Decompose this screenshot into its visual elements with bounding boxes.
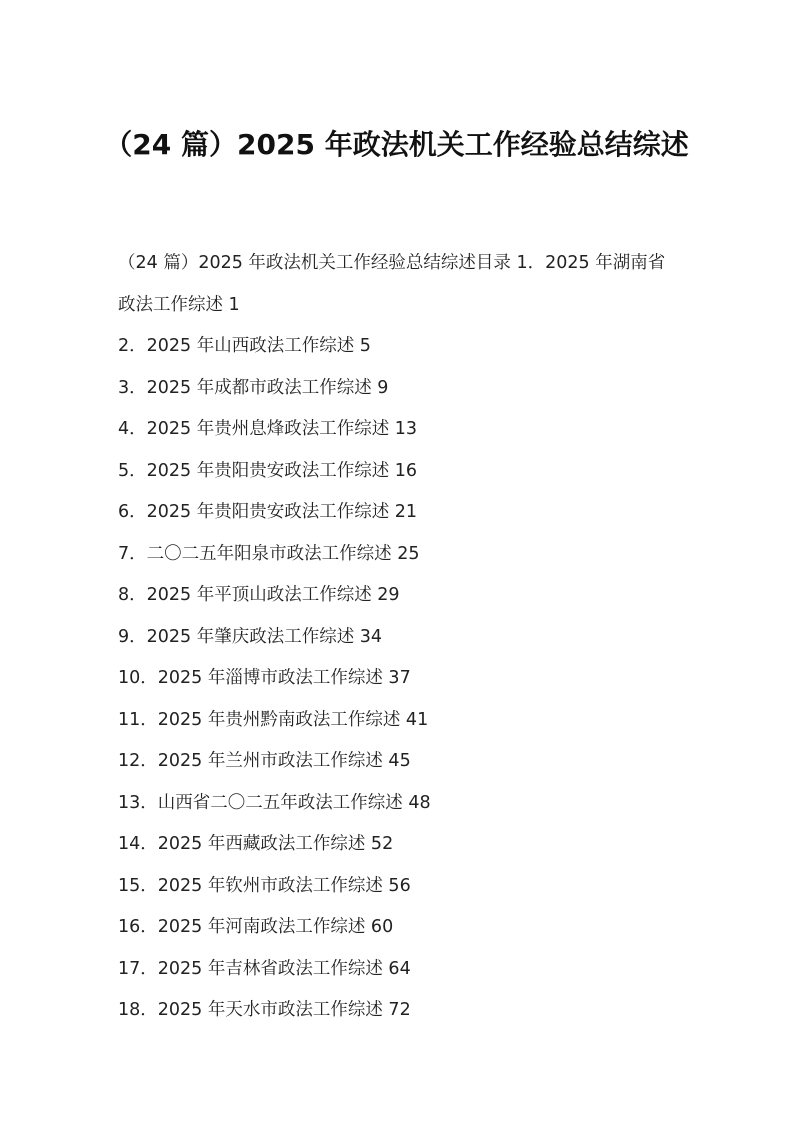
toc-entry: 13．山西省二〇二五年政法工作综述 48 [118,792,431,813]
toc-entry: 2．2025 年山西政法工作综述 5 [118,336,371,356]
toc-entry: 16．2025 年河南政法工作综述 60 [118,917,394,937]
toc-entry: 10．2025 年淄博市政法工作综述 37 [118,668,411,688]
toc-entry: 8．2025 年平顶山政法工作综述 29 [118,585,400,605]
toc-entry: 5．2025 年贵阳贵安政法工作综述 16 [118,460,418,481]
toc-entry: 14．2025 年西藏政法工作综述 52 [118,834,394,854]
toc-entry: 4．2025 年贵州息烽政法工作综述 13 [118,419,418,439]
toc-entry: 3．2025 年成都市政法工作综述 9 [118,377,389,398]
toc-entry: 7．二〇二五年阳泉市政法工作综述 25 [118,543,420,564]
document-title: （24 篇）2025 年政法机关工作经验总结综述 [104,128,689,161]
toc-intro-paragraph: （24 篇）2025 年政法机关工作经验总结综述目录 1．2025 年湖南省政法工作综述 1 [118,253,666,315]
toc-entry: 11．2025 年贵州黔南政法工作综述 41 [118,709,429,730]
toc-entry: 17．2025 年吉林省政法工作综述 64 [118,958,411,979]
toc-entry: 9．2025 年肇庆政法工作综述 34 [118,626,383,647]
toc-entry: 15．2025 年钦州市政法工作综述 56 [118,875,411,896]
table-of-contents [118,243,680,1032]
toc-entry: 12．2025 年兰州市政法工作综述 45 [118,751,411,771]
toc-entry: 18．2025 年天水市政法工作综述 72 [118,1000,411,1020]
toc-entry: 6．2025 年贵阳贵安政法工作综述 21 [118,502,418,522]
